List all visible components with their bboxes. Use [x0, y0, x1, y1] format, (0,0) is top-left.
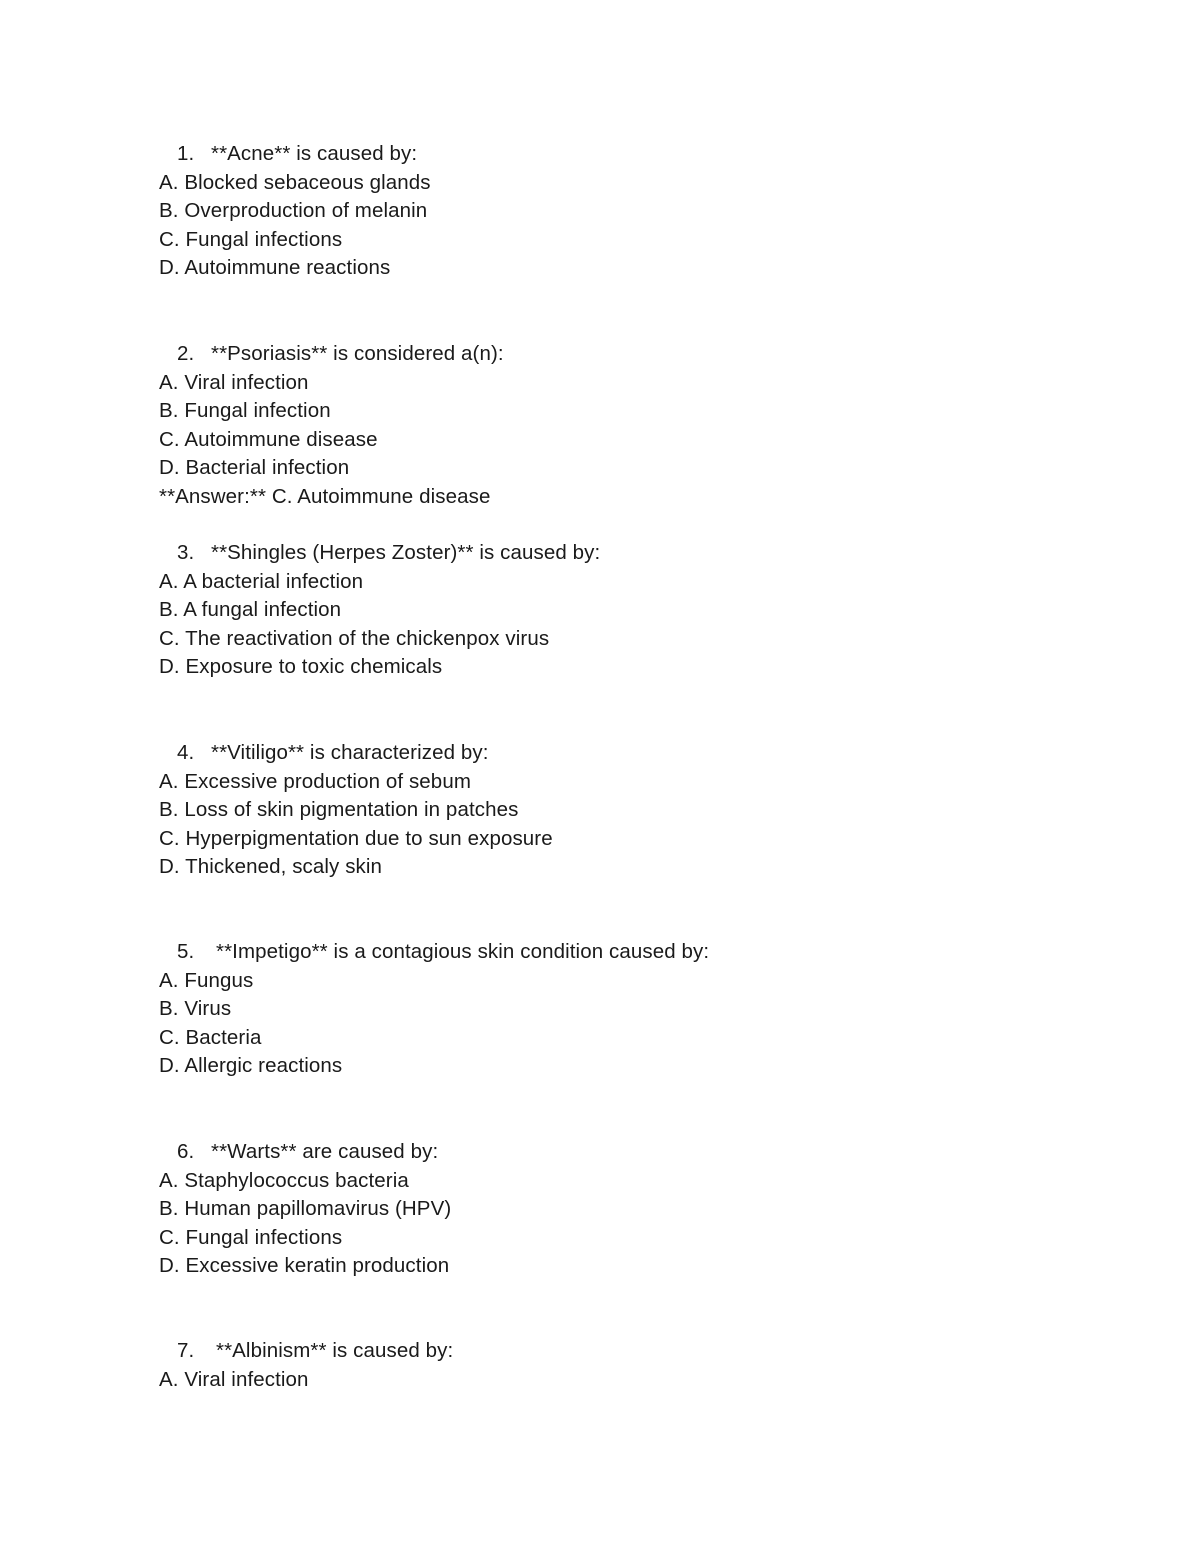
question-7-heading	[159, 1337, 1059, 1366]
option-b: B. Overproduction of melanin	[159, 199, 428, 223]
option-b: B. Fungal infection	[159, 399, 331, 423]
option-b: B. Virus	[159, 997, 232, 1021]
question-number: 5.	[177, 940, 195, 963]
option-c: C. Fungal infections	[159, 1225, 343, 1249]
option-d: D. Allergic reactions	[159, 1054, 343, 1078]
question-number: 4.	[177, 741, 195, 764]
question-4	[159, 739, 1059, 882]
question-1-heading	[159, 140, 1059, 169]
option-a: A. Excessive production of sebum	[159, 769, 471, 793]
question-number: 2.	[177, 342, 195, 365]
question-prompt: **Shingles (Herpes Zoster)** is caused by:	[211, 541, 601, 564]
question-prompt: **Albinism** is caused by:	[216, 1339, 454, 1362]
option-a: A. Staphylococcus bacteria	[159, 1168, 409, 1192]
option-c: C. Bacteria	[159, 1025, 262, 1049]
question-5	[159, 938, 1059, 1081]
option-a: A. Fungus	[159, 968, 254, 992]
question-prompt: **Impetigo** is a contagious skin condition caused by:	[216, 940, 710, 963]
option-b: B. A fungal infection	[159, 598, 342, 622]
question-4-heading	[159, 739, 1059, 768]
question-5-heading	[159, 938, 1059, 967]
question-3	[159, 539, 1059, 682]
option-c: C. Fungal infections	[159, 227, 343, 251]
option-d: D. Bacterial infection	[159, 456, 350, 480]
question-prompt: **Vitiligo** is characterized by:	[211, 741, 489, 764]
question-number: 3.	[177, 541, 195, 564]
question-7	[159, 1337, 1059, 1394]
question-number: 1.	[177, 142, 195, 165]
option-d: D. Exposure to toxic chemicals	[159, 655, 443, 679]
question-6	[159, 1138, 1059, 1281]
option-a: A. Viral infection	[159, 1367, 309, 1391]
question-number: 7.	[177, 1339, 195, 1362]
answer-line: **Answer:** C. Autoimmune disease	[159, 484, 491, 508]
option-b: B. Loss of skin pigmentation in patches	[159, 798, 519, 822]
option-c: C. Hyperpigmentation due to sun exposure	[159, 826, 553, 850]
question-3-heading	[159, 539, 1059, 568]
question-prompt: **Warts** are caused by:	[211, 1140, 439, 1163]
question-number: 6.	[177, 1140, 195, 1163]
option-d: D. Thickened, scaly skin	[159, 855, 383, 879]
option-a: A. A bacterial infection	[159, 569, 364, 593]
option-a: A. Viral infection	[159, 370, 309, 394]
option-d: D. Excessive keratin production	[159, 1254, 450, 1278]
question-2	[159, 340, 1059, 512]
question-6-heading	[159, 1138, 1059, 1167]
option-d: D. Autoimmune reactions	[159, 256, 391, 280]
question-prompt: **Psoriasis** is considered a(n):	[211, 342, 504, 365]
option-c: C. Autoimmune disease	[159, 427, 378, 451]
option-b: B. Human papillomavirus (HPV)	[159, 1197, 452, 1221]
question-prompt: **Acne** is caused by:	[211, 142, 418, 165]
question-2-heading	[159, 340, 1059, 369]
option-a: A. Blocked sebaceous glands	[159, 170, 431, 194]
question-1	[159, 140, 1059, 283]
option-c: C. The reactivation of the chickenpox virus	[159, 626, 550, 650]
